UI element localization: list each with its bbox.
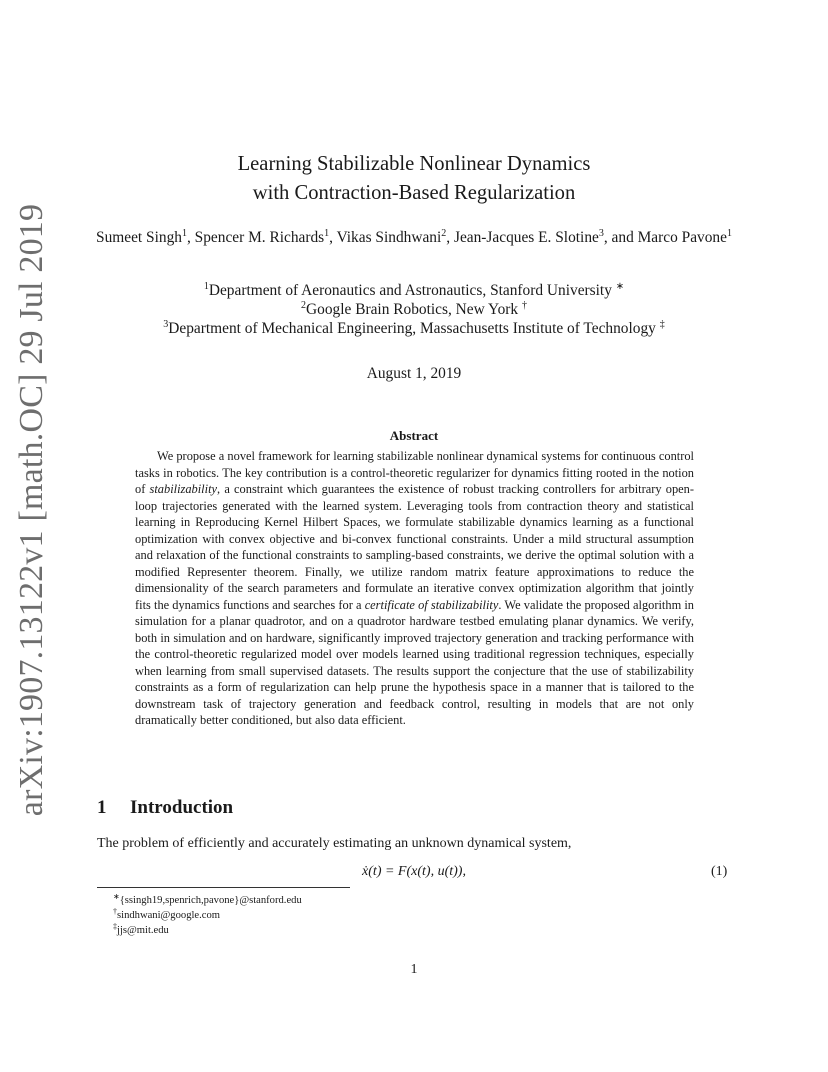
affil-number: 1	[203, 281, 209, 292]
footnotes	[113, 893, 302, 938]
footnote-text: {ssingh19,spenrich,pavone}@stanford.edu	[119, 895, 302, 906]
abstract-body	[135, 448, 694, 729]
author-affil-sup: 3	[598, 228, 604, 239]
footnote-mark: ‡	[659, 319, 665, 330]
abstract-text: We propose a novel framework for learning stabilizable nonlinear dynamical systems for continuous control tasks in robotics. The key contribution is a control-theoretic regularizer for dynamics fitting rooted in the notion of	[135, 449, 694, 496]
author-affil-sup: 1	[324, 228, 330, 239]
author-affil-sup: 1	[181, 228, 187, 239]
title-line-1: Learning Stabilizable Nonlinear Dynamics	[237, 153, 591, 175]
author-affil-sup: 1	[726, 228, 732, 239]
author-name: , Jean-Jacques E. Slotine	[446, 229, 599, 246]
affil-number: 3	[163, 319, 169, 330]
abstract-emphasis: stabilizability	[149, 482, 218, 496]
paper-title	[0, 150, 828, 208]
footnote-mark: †	[113, 907, 117, 916]
author-name: Sumeet Singh	[96, 229, 182, 246]
footnote	[113, 908, 302, 923]
author-list	[95, 228, 733, 248]
title-line-2: with Contraction-Based Regularization	[252, 182, 576, 204]
affiliation-3	[0, 319, 828, 338]
affil-text: Google Brain Robotics, New York	[306, 301, 519, 318]
arxiv-side-stamp: arXiv:1907.13122v1 [math.OC] 29 Jul 2019	[13, 203, 50, 817]
footnote-text: jjs@mit.edu	[117, 925, 169, 936]
affiliations	[0, 281, 828, 338]
equation: ẋ(t) = F(x(t), u(t)),	[362, 864, 466, 879]
page-number: 1	[410, 962, 418, 977]
section-number: 1	[97, 797, 107, 818]
footnote-rule	[97, 887, 350, 888]
section-title: Introduction	[130, 797, 234, 818]
footnote	[113, 893, 302, 908]
affil-number: 2	[301, 300, 307, 311]
author-affil-sup: 2	[441, 228, 447, 239]
abstract-emphasis: certificate of stabilizability	[364, 597, 499, 612]
paper-date: August 1, 2019	[366, 365, 462, 382]
footnote-text: sindhwani@google.com	[117, 910, 221, 921]
affil-text: Department of Mechanical Engineering, Massachusetts Institute of Technology	[168, 320, 656, 337]
author-name: , Vikas Sindhwani	[329, 229, 442, 246]
footnote	[113, 923, 302, 938]
footnote-mark: ∗	[113, 892, 120, 901]
affiliation-2	[0, 300, 828, 319]
footnote-mark: ‡	[113, 922, 117, 931]
abstract-text: , a constraint which guarantees the existence of robust tracking controllers for arbitrary open-loop trajectories generated with the learned system. Leveraging tools from contraction theory and statistical learning in Reproducing Kernel Hilbert Spaces, we formulate stabilizable dynamics learning as a functional optimization with convex objective and bi-convex functional constraints. Under a mild structural assumption and relaxation of the functional constraints to sampling-based constraints, we derive the optimal solution with a modified Representer theorem. Finally, we utilize random matrix feature approximations to reduce the dimensionality of the search parameters and formulate an iterative convex optimization algorithm that jointly fits the dynamics functions and searches for a	[135, 482, 694, 612]
abstract-heading: Abstract	[389, 428, 439, 443]
affil-text: Department of Aeronautics and Astronautics, Stanford University	[208, 282, 612, 299]
author-name: , and Marco Pavone	[603, 229, 727, 246]
author-name: , Spencer M. Richards	[186, 229, 325, 246]
affiliation-1	[0, 281, 828, 300]
abstract-text: . We validate the proposed algorithm in simulation for a planar quadrotor, and on a quadrotor hardware testbed emulating planar dynamics. We verify, both in simulation and on hardware, significantly improved trajectory generation and tracking performance with the control-theoretic regularized model over models learned using traditional regression techniques, especially when learning from small supervised datasets. The results support the conjecture that the use of stabilizability constraints as a form of regularization can help prune the hypothesis space in a manner that is tailored to the downstream task of trajectory generation and feedback control, resulting in models that are not only dramatically better conditioned, but also data efficient.	[135, 597, 695, 727]
footnote-mark: ∗	[615, 281, 625, 292]
intro-paragraph: The problem of efficiently and accurately estimating an unknown dynamical system,	[97, 836, 572, 851]
equation-number: (1)	[711, 864, 728, 879]
footnote-mark: †	[521, 300, 527, 311]
section-heading	[97, 797, 233, 819]
